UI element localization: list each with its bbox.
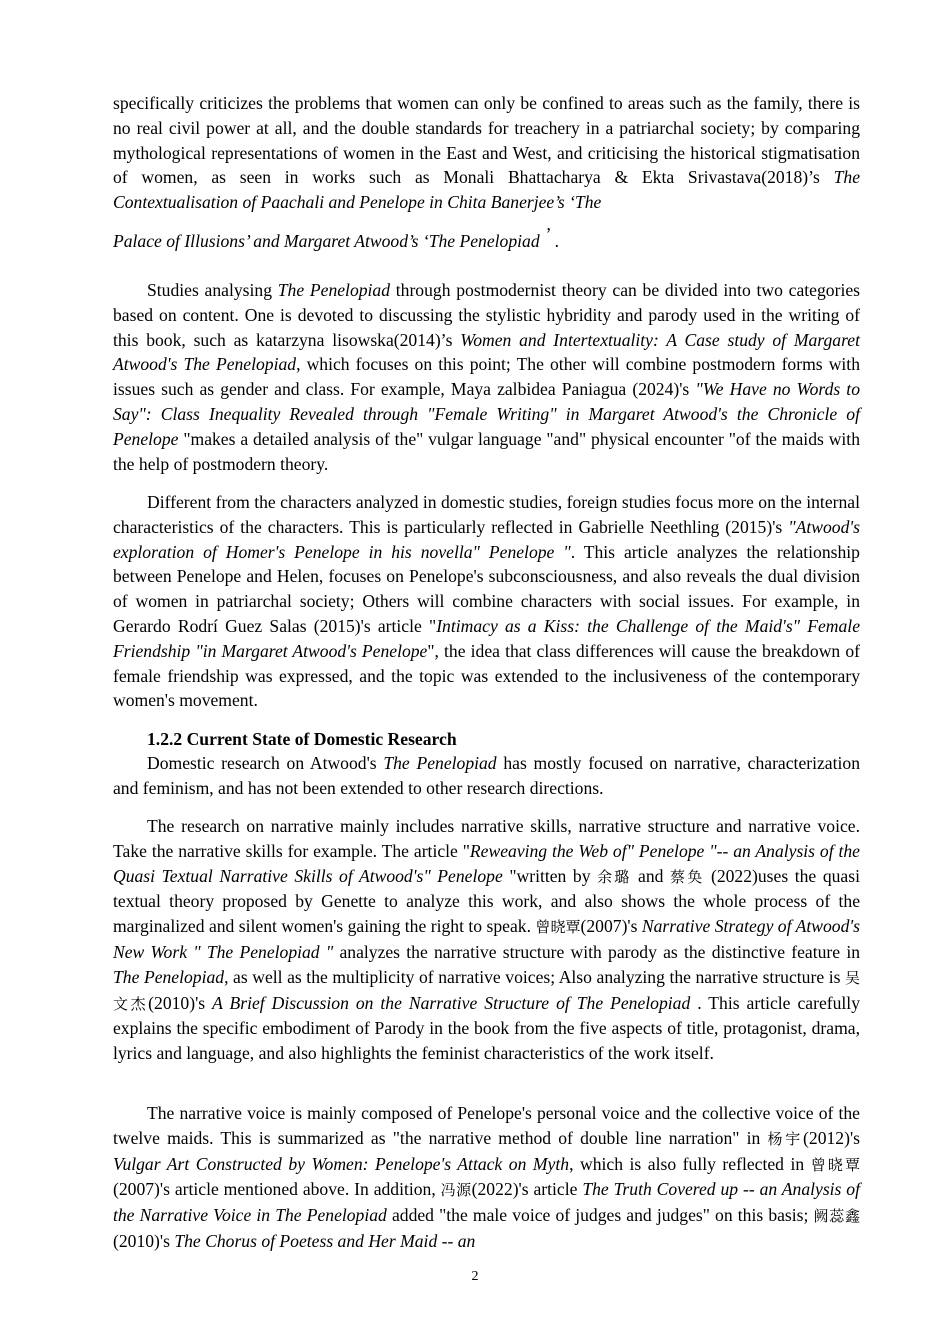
italic-title: The Chorus of Poetess and Her Maid -- an [174, 1230, 476, 1251]
italic-title: The Penelopiad [113, 966, 225, 987]
cjk-author-name: 曾晓覃 [810, 1155, 860, 1174]
italic-title: Vulgar Art Constructed by Women: Penelope's Attack on Myth [113, 1153, 570, 1174]
italic-title: Narrative Strategy of Atwood's New Work " The Penelopiad " [113, 916, 860, 962]
cjk-author-name: 冯源 [440, 1181, 472, 1200]
text-run: The research on narrative mainly includes narrative skills, narrative structure and narrative voice. Take the narrative skills for example. The article " [113, 816, 860, 861]
text-run: (2010)'s [148, 992, 213, 1013]
text-run: (2022)uses the quasi textual theory proposed by Genette to analyze this work, and also shows the whole process of the marginalized and silent women's gaining the right to speak. [113, 865, 860, 937]
cjk-author-name: 蔡奂 [670, 867, 705, 886]
text-run: . This article carefully explains the specific embodiment of Parody in the book from the five aspects of title, protagonist, drama, lyrics and language, and also highlights the feminist characteristics of the work itself. [113, 992, 860, 1064]
text-run: Domestic research on Atwood's [147, 753, 384, 773]
page-number: 2 [471, 1269, 479, 1284]
closing-quote: ’ [545, 224, 551, 244]
text-run: , which is also fully reflected in [569, 1153, 811, 1174]
text-run: (2010)'s [113, 1230, 175, 1251]
italic-title: Reweaving the Web of" Penelope "-- an Analysis of the Quasi Textual Narrative Skills of Atwood's" Penelope [113, 840, 860, 886]
text-run: . This article analyzes the relationship between Penelope and Helen, focuses on Penelope's subconsciousness, and also reveals the dual division of women in patriarchal society; Others will combine characters with social issues. For example, in Gerardo Rodrí Guez Salas (2015)'s article " [113, 541, 860, 636]
italic-title: "Atwood's exploration of Homer's Penelope in his novella" Penelope " [113, 516, 860, 562]
text-run: Different from the characters analyzed in domestic studies, foreign studies focus more on the internal characteristics of the characters. This is particularly reflected in Gabrielle Neethling (2015)'s [113, 492, 860, 537]
italic-title: The Truth Covered up -- an Analysis of the Narrative Voice in The Penelopiad [113, 1179, 860, 1226]
text-run: (2007)'s [580, 916, 642, 937]
cjk-author-name: 阙蕊鑫 [813, 1207, 860, 1226]
text-run: (2022)'s article [471, 1179, 583, 1200]
text-run: analyzes the narrative structure with parody as the distinctive feature in [333, 941, 860, 962]
text-run: , which focuses on this point; The other will combine postmodern forms with issues such as gender and class. For example, Maya zalbidea Paniagua (2024)'s [113, 354, 860, 400]
italic-title: A Brief Discussion on the Narrative Structure of The Penelopiad [212, 992, 691, 1013]
text-run: and [631, 865, 671, 886]
italic-title: The Penelopiad [383, 753, 497, 773]
paragraph-narrative-voice [113, 1101, 860, 1254]
cjk-author-name: 吴文杰 [113, 968, 860, 1013]
paragraph-continued [113, 91, 860, 215]
paragraph-continued-tail [113, 224, 860, 254]
italic-title: Intimacy as a Kiss: the Challenge of the Maid's" Female Friendship "in Margaret Atwood's Penelope [113, 615, 860, 661]
text-run: ", the idea that class differences will cause the breakdown of female friendship was expressed, and the topic was extended to the inclusiveness of the contemporary women's movement. [113, 640, 860, 711]
text-run: (2012)'s [803, 1127, 860, 1148]
text-run: specifically criticizes the problems that women can only be confined to areas such as the family, there is no real civil power at all, and the double standards for treachery in a patriarchal society; by comparing mythological representations of women in the East and West, and criticising the historical stigmatisation of women, as seen in works such as Monali Bhattacharya & Ekta Srivastava(2018)’s [113, 93, 860, 188]
text-run: (2007)'s article mentioned above. In addition, [113, 1179, 441, 1200]
section-heading: 1.2.2 Current State of Domestic Research [147, 729, 457, 749]
italic-title: "We Have no Words to Say": Class Inequality Revealed through "Female Writing" in Margaret Atwood's the Chronicle of Penelope [113, 379, 860, 449]
italic-title: The Penelopiad [277, 280, 391, 300]
paragraph-narrative-skills [113, 814, 860, 1066]
cjk-author-name: 余璐 [597, 867, 632, 886]
text-run: added "the male voice of judges and judges" on this basis; [386, 1205, 814, 1226]
italic-title: The Contextualisation of Paachali and Penelope in Chita Banerjee’s ‘The [113, 167, 860, 213]
cjk-author-name: 曾晓覃 [535, 918, 581, 937]
paragraph-postmodern [113, 278, 860, 476]
text-run: Studies analysing [147, 280, 278, 300]
text-run: "makes a detailed analysis of the" vulgar language "and" physical encounter "of the maids with the help of postmodern theory. [113, 428, 860, 474]
text-run: has mostly focused on narrative, characterization and feminism, and has not been extended to other research directions. [113, 753, 860, 798]
italic-title: Palace of Illusions’ and Margaret Atwood’s ‘The Penelopiad [113, 231, 540, 251]
paragraph-foreign-studies [113, 490, 860, 713]
text-run: , as well as the multiplicity of narrative voices; Also analyzing the narrative structure is [224, 966, 845, 987]
text-run: The narrative voice is mainly composed of Penelope's personal voice and the collective voice of the twelve maids. This is summarized as "the narrative method of double line narration" in [113, 1103, 860, 1148]
paragraph-domestic-overview [113, 751, 860, 801]
text-run: "written by [502, 865, 598, 886]
italic-title: Women and Intertextuality: A Case study of Margaret Atwood's The Penelopiad [113, 329, 860, 375]
text-run: . [550, 231, 559, 251]
cjk-author-name: 杨宇 [767, 1129, 804, 1148]
text-run: through postmodernist theory can be divided into two categories based on content. One is devoted to discussing the stylistic hybridity and parody used in the writing of this book, such as katarzyna lisowska(2014)’s [113, 280, 860, 350]
